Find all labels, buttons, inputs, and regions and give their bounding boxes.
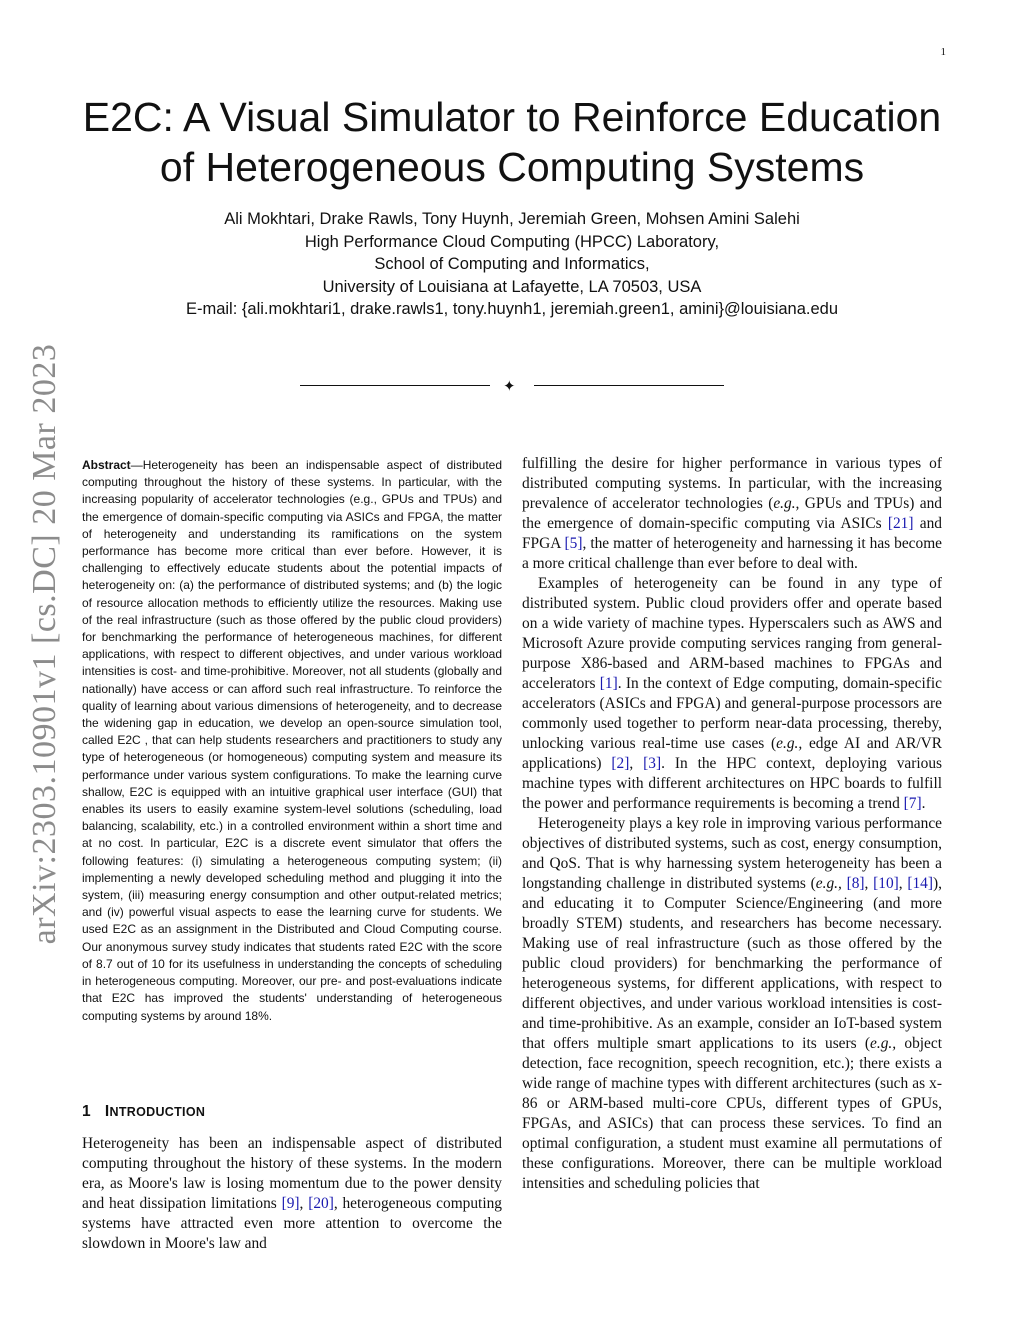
rp2-text-e: . xyxy=(921,795,926,812)
diamond-icon: ✦ xyxy=(503,377,516,395)
rp1-text-a: fulfilling the desire for higher performance in various types of distributed computing systems. In particular, with the increasing prevalence of accelerator technologies ( xyxy=(522,455,942,512)
abstract-label: Abstract xyxy=(82,458,131,472)
right-paragraph-3 xyxy=(522,814,942,1194)
rp2-text-c: edge AI and AR/VR applications) xyxy=(522,735,942,772)
author-school: School of Computing and Informatics, xyxy=(374,255,650,273)
citation-link[interactable]: [3] xyxy=(643,755,662,772)
rp2-comma: , xyxy=(629,755,644,772)
title-line-2: of Heterogeneous Computing Systems xyxy=(159,144,865,190)
author-university: University of Louisiana at Lafayette, LA 70503, USA xyxy=(322,277,702,296)
intro-text-b: , heterogeneous computing systems have attracted even more attention to overcome the slowdown in Moore's law and xyxy=(82,1195,503,1252)
citation-link[interactable]: [7] xyxy=(903,795,922,812)
abstract xyxy=(82,457,502,1025)
rp3-eg: e.g., xyxy=(815,875,842,892)
page-number: 1 xyxy=(940,46,946,58)
citation-link[interactable]: [8] xyxy=(846,875,865,892)
paper-title xyxy=(80,92,944,192)
rp2-eg: e.g., xyxy=(776,735,803,752)
rp1-text-b: GPUs and TPUs) and the emergence of domain-specific computing via ASICs xyxy=(522,495,942,532)
section-title-initial: I xyxy=(104,1103,110,1120)
citation-link[interactable]: [1] xyxy=(599,675,618,692)
author-email: E-mail: {ali.mokhtari1, drake.rawls1, tony.huynh1, jeremiah.green1, amini}@louisiana.edu xyxy=(185,300,839,318)
rp2-text-a: Examples of heterogeneity can be found in any type of distributed system. Public cloud providers offer and operate based on a wide variety of machine types. Hyperscalers such as AWS and Microsoft Azure provide computing services ranging from general-purpose X86-based and ARM-based machines to FPGAs and accelerators xyxy=(522,575,942,692)
rp2-text-b: . In the context of Edge computing, domain-specific accelerators (ASICs and FPGA) and general-purpose processors are commonly used together to perform near-data processing, thereby, unlocking various real-time use cases ( xyxy=(522,675,942,752)
intro-comma: , xyxy=(299,1195,309,1212)
rp3-comma-1: , xyxy=(864,875,874,892)
rp3-text-c: object detection, face recognition, speech recognition, etc.); there exists a wide range of machine types with different architectures (such as x-86 or ARM-based multi-core CPUs, different types of GPUs, FPGAs, and ASICs) that can process these services. To find an optimal configuration, a student must examine all permutations of these configurations. Moreover, there can be multiple workload intensities and scheduling policies that xyxy=(522,1035,942,1192)
rp3-eg-2: e.g., xyxy=(870,1035,897,1052)
rp1-text-c: and FPGA xyxy=(522,515,942,552)
rp3-text-a: Heterogeneity plays a key role in improving various performance objectives of distributed systems, such as cost, energy consumption, and QoS. That is why harnessing system heterogeneity has been a longstanding challenge in distributed systems ( xyxy=(522,815,942,892)
right-paragraph-1 xyxy=(522,454,942,574)
section-number: 1 xyxy=(82,1103,91,1120)
citation-link[interactable]: [10] xyxy=(873,875,899,892)
citation-link[interactable]: [9] xyxy=(281,1195,300,1212)
section-heading-introduction xyxy=(82,1103,205,1121)
citation-link[interactable]: [2] xyxy=(611,755,630,772)
separator-line-left xyxy=(300,385,490,386)
separator-line-right xyxy=(534,385,724,386)
citation-link[interactable]: [20] xyxy=(308,1195,334,1212)
right-paragraph-2 xyxy=(522,574,942,814)
rp3-comma-2: , xyxy=(898,875,908,892)
author-names: Ali Mokhtari, Drake Rawls, Tony Huynh, Jeremiah Green, Mohsen Amini Salehi xyxy=(224,210,800,228)
rp2-text-d: . In the HPC context, deploying various machine types with different architectures on HPC boards to fulfill the power and performance requirements is becoming a trend xyxy=(522,755,942,812)
intro-text-a: Heterogeneity has been an indispensable aspect of distributed computing throughout the history of these systems. In the modern era, as Moore's law is losing momentum due to the power density and heat dissipation limitations xyxy=(82,1135,502,1212)
rp3-text-b: ), and educating it to Computer Science/Engineering (and more broadly STEM) students, and researchers has become necessary. Making use of real infrastructure (such as those offered by the public cloud providers) for benchmarking the performance of heterogeneous systems, for different applications, with respect to different objectives, and under various workload intensities is cost- and time-prohibitive. As an example, consider an IoT-based system that offers multiple smart applications to its users ( xyxy=(522,875,942,1052)
right-column xyxy=(522,454,942,1194)
rp1-eg: e.g., xyxy=(773,495,800,512)
intro-paragraph xyxy=(82,1134,502,1254)
citation-link[interactable]: [21] xyxy=(887,515,914,532)
abstract-text: —Heterogeneity has been an indispensable aspect of distributed computing throughout the history of these systems. In particular, with the increasing popularity of accelerator technologies (e.g., GPUs and TPUs) and the emergence of domain-specific computing via ASICs and FPGA, the matter of heterogeneity and understanding its ramifications on the system performance has become more critical than ever before. However, it is challenging to effectively educate students about the potential impacts of heterogeneity on: (a) the performance of distributed systems; and (b) the logic of resource allocation methods to efficiently utilize the resources. Making use of the real infrastructure (such as those offered by the public cloud providers) for benchmarking the performance of heterogeneous machines, for different applications, with respect to different objectives, and under various workload intensities is cost- and time-prohibitive. Moreover, not all students (globally and nationally) have access or can afford such real infrastructure. To reinforce the quality of learning about various dimensions of heterogeneity, and to decrease the widening gap in education, we develop an open-source simulation tool, called E2C , that can help students researchers and practitioners to study any type of heterogeneous (or homogeneous) computing system and measure its performance under various system configurations. To make the learning curve shallow, E2C is equipped with an intuitive graphical user interface (GUI) that enables its users to easily examine system-level solutions (scheduling, load balancing, scalability, etc.) in a controlled environment within a short time and at no cost. In particular, E2C is a discrete event simulator that offers the following features: (i) simulating a heterogeneous computing system; (ii) implementing a newly developed scheduling method and plugging it into the system, (iii) measuring energy consumption and other output-related metrics; and (iv) powerful visual aspects to ease the learning curve for students. We used E2C as an assignment in the Distributed and Cloud Computing course. Our anonymous survey study indicates that students rated E2C with the score of 8.7 out of 10 for its usefulness in understanding the concepts of scheduling in heterogeneous computing. Moreover, our pre- and post-evaluations indicate that E2C has improved the students' understanding of heterogeneous computing systems by around 18%. xyxy=(82,458,502,1023)
title-line-1: E2C: A Visual Simulator to Reinforce Education xyxy=(82,94,942,140)
author-block xyxy=(80,208,944,321)
arxiv-stamp: arXiv:2303.10901v1 [cs.DC] 20 Mar 2023 xyxy=(26,343,63,945)
rp1-text-d: , the matter of heterogeneity and harnessing it has become a more critical challenge than ever before to deal with. xyxy=(522,535,942,572)
title-separator xyxy=(300,376,724,396)
section-title-rest: NTRODUCTION xyxy=(109,1105,206,1119)
citation-link[interactable]: [5] xyxy=(564,535,583,552)
citation-link[interactable]: [14] xyxy=(907,875,934,892)
author-lab: High Performance Cloud Computing (HPCC) Laboratory, xyxy=(304,232,720,251)
